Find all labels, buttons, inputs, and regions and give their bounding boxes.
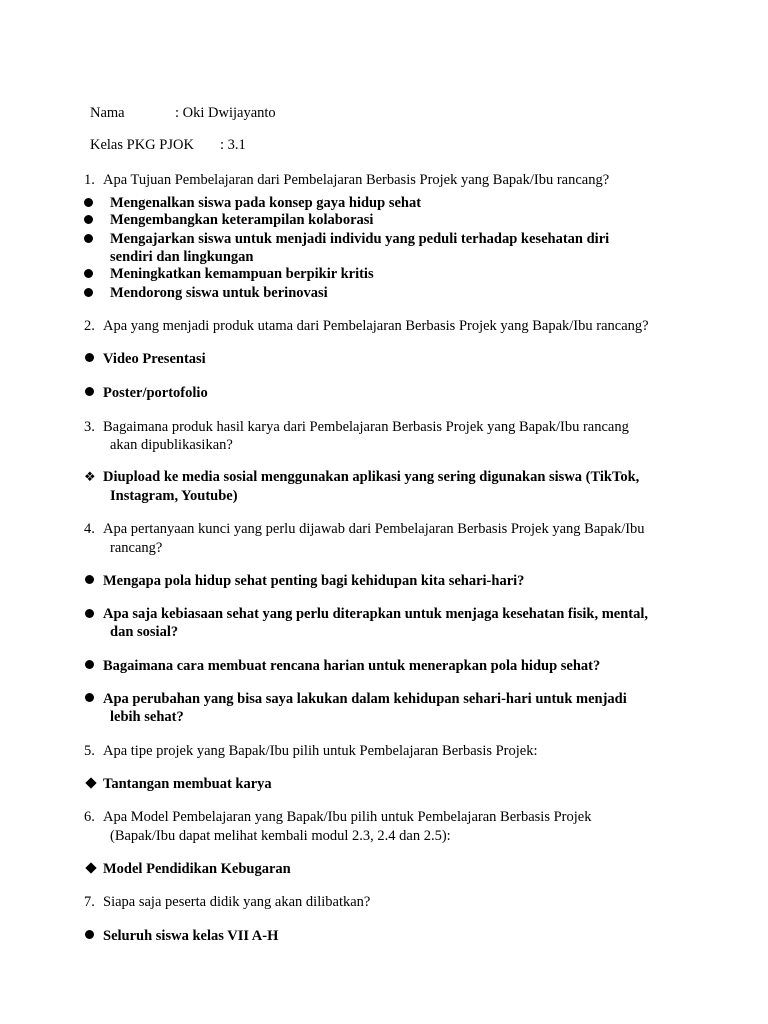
bullet-icon xyxy=(84,234,93,243)
bullet-icon xyxy=(85,693,94,702)
q1-answer-2: Mengembangkan keterampilan kolaborasi xyxy=(110,212,374,228)
q4-number: 4. xyxy=(84,521,95,537)
q4-text-1: Apa pertanyaan kunci yang perlu dijawab dari Pembelajaran Berbasis Projek yang Bapak/Ibu xyxy=(103,521,645,537)
q1-answer-3-cont: sendiri dan lingkungan xyxy=(110,249,254,265)
bullet-icon xyxy=(84,269,93,278)
q1-answer-1: Mengenalkan siswa pada konsep gaya hidup sehat xyxy=(110,195,422,211)
four-diamond-bullet-icon: ❖ xyxy=(84,469,96,484)
q3-answer-2: Instagram, Youtube) xyxy=(110,488,238,504)
q3-answer-1: Diupload ke media sosial menggunakan aplikasi yang sering digunakan siswa (TikTok, xyxy=(103,469,640,485)
q4-answer-4-cont: lebih sehat? xyxy=(110,709,184,725)
nama-value: : Oki Dwijayanto xyxy=(175,105,276,121)
q7-answer: Seluruh siswa kelas VII A-H xyxy=(103,928,279,944)
q4-answer-2: Apa saja kebiasaan sehat yang perlu diterapkan untuk menjaga kesehatan fisik, mental, xyxy=(103,606,649,622)
q2-text: Apa yang menjadi produk utama dari Pembelajaran Berbasis Projek yang Bapak/Ibu rancang? xyxy=(103,318,649,334)
kelas-label: Kelas PKG PJOK xyxy=(90,137,194,153)
q4-answer-3: Bagaimana cara membuat rencana harian untuk menerapkan pola hidup sehat? xyxy=(103,658,601,674)
q3-text-1: Bagaimana produk hasil karya dari Pembelajaran Berbasis Projek yang Bapak/Ibu rancang xyxy=(103,419,629,435)
bullet-icon xyxy=(85,387,94,396)
q1-answer-4: Meningkatkan kemampuan berpikir kritis xyxy=(110,266,374,282)
q2-answer-1: Video Presentasi xyxy=(103,351,206,367)
q7-text: Siapa saja peserta didik yang akan dilibatkan? xyxy=(103,894,371,910)
bullet-icon xyxy=(85,353,94,362)
q6-answer: Model Pendidikan Kebugaran xyxy=(103,861,291,877)
q4-answer-2-cont: dan sosial? xyxy=(110,624,179,640)
q3-number: 3. xyxy=(84,419,95,435)
q2-answer-2: Poster/portofolio xyxy=(103,385,208,401)
bullet-icon xyxy=(84,288,93,297)
q5-number: 5. xyxy=(84,743,95,759)
q1-answer-3: Mengajarkan siswa untuk menjadi individu yang peduli terhadap kesehatan diri xyxy=(110,231,610,247)
nama-label: Nama xyxy=(90,105,125,121)
q4-answer-4: Apa perubahan yang bisa saya lakukan dalam kehidupan sehari-hari untuk menjadi xyxy=(103,691,627,707)
q6-text-2: (Bapak/Ibu dapat melihat kembali modul 2.3, 2.4 dan 2.5): xyxy=(110,828,451,844)
bullet-icon xyxy=(85,575,94,584)
q4-answer-1: Mengapa pola hidup sehat penting bagi kehidupan kita sehari-hari? xyxy=(103,573,525,589)
bullet-icon xyxy=(85,660,94,669)
bullet-icon xyxy=(85,609,94,618)
q1-number: 1. xyxy=(84,172,95,188)
q3-text-2: akan dipublikasikan? xyxy=(110,437,233,453)
q6-text-1: Apa Model Pembelajaran yang Bapak/Ibu pilih untuk Pembelajaran Berbasis Projek xyxy=(103,809,592,825)
bullet-icon xyxy=(85,930,94,939)
q5-answer: Tantangan membuat karya xyxy=(103,776,272,792)
kelas-value: : 3.1 xyxy=(220,137,246,153)
q4-text-2: rancang? xyxy=(110,540,163,556)
q1-answer-5: Mendorong siswa untuk berinovasi xyxy=(110,285,328,301)
q6-number: 6. xyxy=(84,809,95,825)
q1-text: Apa Tujuan Pembelajaran dari Pembelajaran Berbasis Projek yang Bapak/Ibu rancang? xyxy=(103,172,610,188)
q5-text: Apa tipe projek yang Bapak/Ibu pilih untuk Pembelajaran Berbasis Projek: xyxy=(103,743,538,759)
bullet-icon xyxy=(84,198,93,207)
q7-number: 7. xyxy=(84,894,95,910)
q2-number: 2. xyxy=(84,318,95,334)
bullet-icon xyxy=(84,215,93,224)
diamond-bullet-icon xyxy=(85,862,96,873)
diamond-bullet-icon xyxy=(85,777,96,788)
